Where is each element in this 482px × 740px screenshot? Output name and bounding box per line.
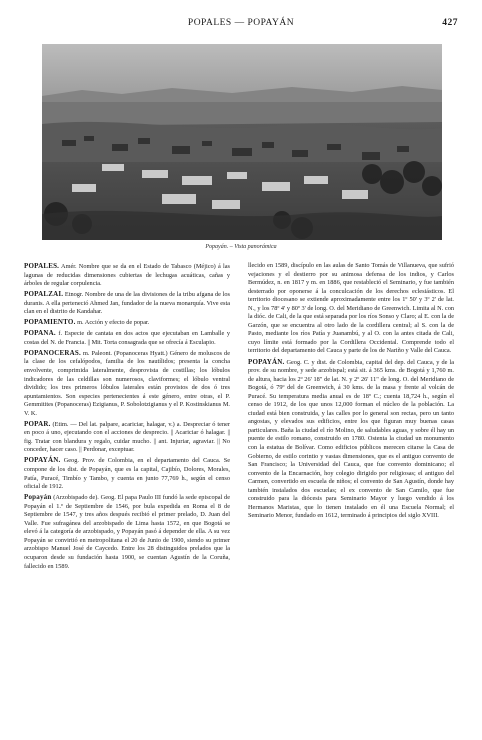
dictionary-entry [24,420,230,455]
dictionary-entry [24,262,230,289]
panoramic-photo [42,44,442,240]
entry-headword: Popayán [24,493,52,502]
dictionary-entry [24,329,230,347]
entry-text: Etnogr. Nombre de una de las divisiones de la tribu afgana de los duranis. A ella perteneció Ahmed Jan, fundador de la nueva monarquía. Vive esta clan en el distrito de Kandahar. [24,291,230,316]
entry-text: m. Paleont. (Popanoceras Hyatt.) Género de moluscos de la clase de los cefalópodos, familia de los nautílidos; presenta la concha envolvente, comprimida lateralmente, desprovista de costillas; los lóbulos indicadores de las celdillas son numerosos, claviformes; el lóbulo ventral dividido; los tres primeros lóbulos laterales están provistos de dos ó tres apuntamientos. Son especies pertenecientes á este género, entre otras, el P. Gemmitites (Popanoceras) Ezigianus, P. Sobolotzigianus y el P. Kostinskianus M. V. K. [24,349,230,417]
dictionary-entry-continued [248,262,454,356]
page-number: 427 [442,18,458,28]
dictionary-entry [24,493,230,571]
dictionary-entry [24,290,230,317]
entry-headword: POPAYÁN. [24,456,61,465]
entry-text: m. Acción y efecto de popar. [77,319,150,327]
running-title: POPALES — POPAYÁN [187,18,295,28]
entry-text: (Arzobispado de). Geog. El papa Paulo III fundó la sede episcopal de Popayán el 1.º de Septiembre de 1546, por bula expedida en Roma el 8 de Septiembre de 1547, y tres años después recibió el primer prelado, D. Juan del Valle. Fue sufragánea del arzobispado de Lima hasta 1572, en que Bogotá se elevó á la categoría de arzobispado, y Popayán pasó á depender de ella. A su vez Popayán se convirtió en metropolitana el 20 de Junio de 1900, siendo su primer arzobispo Manuel José de Caycedo. Entre los 28 distinguidos prelados que la ocuparon desde su fundación hasta 1900, se cuentan Agustín de la Coruña, fallecido en 1589. [24,494,230,570]
entry-headword: POPALZAI. [24,290,64,299]
dictionary-entry [24,318,230,328]
dictionary-entry [24,456,230,491]
figure-caption: Popayán. – Vista panorámica [205,244,277,250]
entry-text: llecido en 1589, discípulo en las aulas de Santo Tomás de Villanueva, que sufrió vejaciones y el destierro por su animosa defensa de los indios, y Carlos Bermúdez, n. en 1817 y m. en 1886, que restableció el Seminario, y fue también desterrado por oponerse á la conculcación de los derechos eclesiásticos. El territorio diocesano se extiende aproximadamente entre los 1º 50' y 3º 2' de lat. N., y los 78º 4' y 80º 3' de long. O. del Meridiano de Greenwich. Limita al N. con la dióc. de Cali, de la que está separada por los ríos Sonso y Claro; al E. con la de Garzón, que se encuentra al otro lado de la cordillera central; al S. con la de Pasto, mediante los ríos Patía y Juanambú, y al O. con la antes citada de Cali, cuyo límite está formado por la Cordillera Occidental. Comprende todo el territorio del departamento del Cauca y parte de los de Nariño y Valle del Cauca. [248,262,454,355]
entry-headword: POPANA. [24,329,56,338]
entry-text: Amér. Nombre que se da en el Estado de Tabasco (Méjico) á las lagunas de reducidas dimensiones cubiertas de lechugas acuáticas, cañas y árboles de regular corpulencia. [24,263,230,288]
entry-headword: POPAYÁN. [248,357,285,366]
entry-text: Geog. C. y dist. de Colombia, capital del dep. del Cauca, y de la prov. de su nombre, y sede arzobispal; está sit. á 365 kms. de Bogotá y 1,760 m. de altura, hacia los 2º 26' 18" de lat. N. y 2º 26' 11" de long. O. del Meridiano de Bogotá, ó 79º del de Greenwich, á 30 kms. de la masa y frente al volcán de Puracé. Su temperatura media anual es de 18º C.; cuenta 18,724 h., según el censo de 1912, de los que unos 12,000 forman el núcleo de la población. La ciudad está bien construida, y las calles por lo general son rectas, pero un tanto angostas, y elevados sus edificios, entre los que figuran muy buenas casas particulares. Baña la ciudad el río Molino, de saludables aguas, y sobre él hay un puente de estilo romano, construido en 1780. Ostenta la ciudad un monumento con la estatua de Bolívar. Como edificios públicos merecen citarse la Casa de Gobierno, de estilo corintio y vastas dimensiones, que es el antiguo convento de San Francisco; la Universidad del Cauca, que fue convento dominicano; el convento de la Encarnación, hoy colegio dirigido por religiosas; el antiguo del Carmen, convertido en escuela de niños; el convento de San Agustín, donde hay también instalados dos escuelas; el ex convento de San Camilo, que fue construido para la diócesis para Seminario Mayor y luego vendido á los Hermanos Maristas, que lo tienen instalado en él una Escuela Normal; el Seminario Menor, fundado en 1612, terminado á principios del siglo XVIII. [248,358,454,520]
dictionary-entry [24,349,230,418]
entry-headword: POPALES. [24,262,60,270]
left-column [24,262,230,720]
entry-text: f. Especie de cantata en dos actos que ejecutaban en Lamballe y costas del N. de Francia. || Mit. Torta consagrada que se ofrecía á Esculapio. [24,330,230,346]
entry-headword: POPAMIENTO. [24,318,76,327]
running-header [24,18,458,32]
panoramic-photo-illustration [42,44,442,240]
right-column [248,262,454,720]
entry-text: (Etim. — Del lat. palpare, acariciar, halagar, v.) a. Despreciar ó tener en poco á uno, ejecutando con el acciones de desprecio. || Acariciar ó halagar. || fig. Tratar con blandura y regalo, cuidar mucho. || ant. Injuriar, agraviar. || No conceder, hacer caso. || Perdonar, exceptuar. [24,420,230,454]
entry-headword: POPANOCERAS. [24,348,81,357]
dictionary-entry [248,358,454,521]
entry-text: Geog. Prov. de Colombia, en el departamento del Cauca. Se compone de los dist. de Popayán, que es la capital, Cajibío, Dolores, Morales, Patía, Puracé, Timbío y Tambo, y cuenta en junto 77,769 h., según el censo oficial de 1912. [24,457,230,491]
dictionary-page [24,18,458,724]
entry-headword: POPAR. [24,419,51,428]
